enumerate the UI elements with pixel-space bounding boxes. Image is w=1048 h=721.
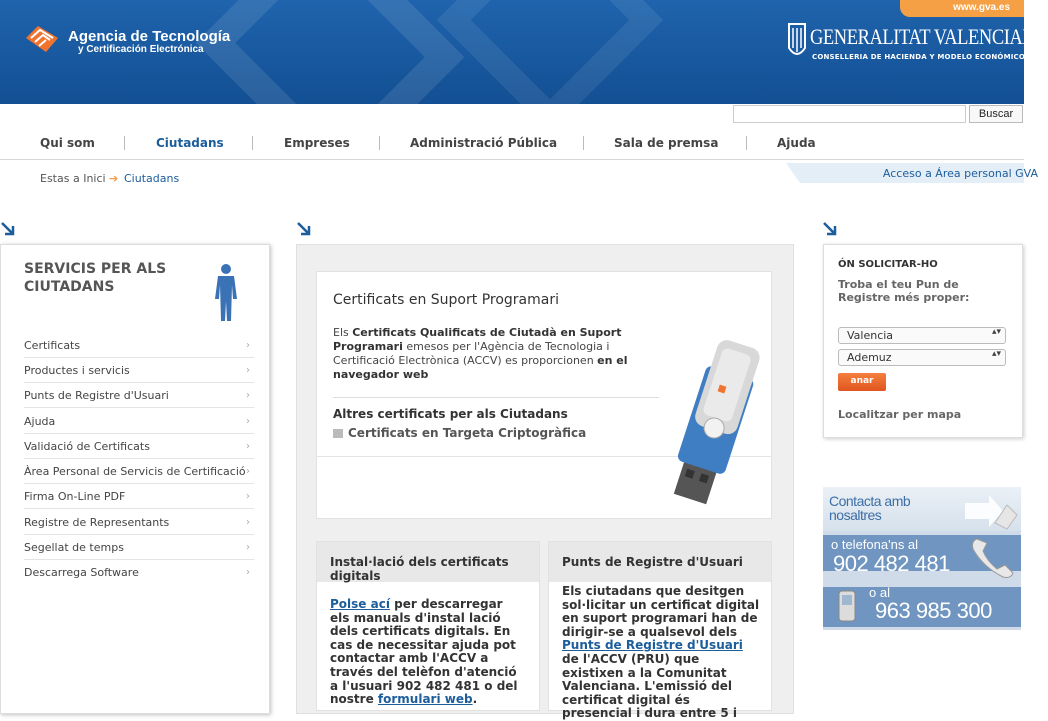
town-select[interactable] [838, 349, 1006, 366]
bullet-icon [333, 429, 343, 438]
punts-text-2: de l'ACCV (PRU) que existixen a la Comunitat Valenciana. L'emissió del certificat digital és presencial i dura entre 5 i [562, 651, 737, 721]
contact-banner[interactable] [823, 487, 1021, 630]
menu-label: Productes i servicis [24, 364, 130, 377]
chevron-right-icon: › [246, 542, 250, 553]
chevron-right-icon: › [246, 466, 250, 477]
cert-title: Certificats en Suport Programari [333, 292, 559, 308]
menu-item-productes[interactable] [24, 358, 254, 383]
contact-title: Contacta amb nosaltres [829, 493, 911, 523]
link-label: Certificats en Targeta Criptogràfica [348, 426, 587, 440]
breadcrumb-current[interactable]: Ciutadans [124, 172, 180, 185]
menu-item-certificats[interactable] [24, 333, 254, 358]
menu-label: Àrea Personal de Servicis de Certificació [24, 465, 246, 478]
updown-icon: ▴▾ [991, 349, 1001, 359]
updown-icon: ▴▾ [991, 327, 1001, 337]
desc-text: Els [333, 326, 353, 339]
other-certs-title: Altres certificats per als Ciutadans [333, 407, 568, 421]
logo-line-1: Agencia de Tecnología [68, 28, 231, 45]
punts-registre-link[interactable]: Punts de Registre d'Usuari [562, 638, 743, 653]
envelope-arrow-icon [963, 493, 1017, 529]
mobile-phone-icon [831, 587, 865, 627]
divider [333, 397, 659, 398]
select-value: Valencia [847, 329, 894, 342]
nav-divider [124, 136, 125, 150]
chevron-right-icon: › [246, 491, 250, 502]
targeta-cripto-link[interactable] [333, 426, 586, 440]
phone-label: o telefona'ns al [831, 537, 919, 552]
nav-divider [379, 136, 380, 150]
services-title: SERVICIS PER ALS CIUTADANS [24, 261, 167, 295]
conselleria-subtitle: CONSELLERIA DE HACIENDA Y MODELO ECONÓMICO [812, 53, 1026, 61]
go-button[interactable]: anar [838, 373, 886, 391]
nav-divider [252, 136, 253, 150]
menu-label: Ajuda [24, 415, 56, 428]
generalitat-title[interactable]: GENERALITAT VALENCIANA [810, 24, 1048, 49]
menu-item-area-personal[interactable] [24, 459, 254, 484]
main-nav [0, 126, 1024, 160]
where-title: ÓN SOLICITAR-HO [838, 259, 938, 270]
map-link[interactable]: Localitzar per mapa [838, 408, 962, 421]
search-input[interactable] [733, 105, 966, 123]
menu-label: Descarrega Software [24, 566, 139, 579]
where-subtitle: Troba el teu Pun de Registre més proper: [838, 278, 970, 304]
chevron-right-icon: › [246, 416, 250, 427]
menu-label: Segellat de temps [24, 541, 124, 554]
search-button[interactable]: Buscar [969, 105, 1023, 123]
install-title: Instal·lació dels certificats digitals [330, 555, 509, 583]
alt-phone-label: o al [869, 585, 890, 600]
punts-title: Punts de Registre d'Usuari [562, 555, 743, 569]
polse-aci-link[interactable]: Polse ací [330, 597, 390, 611]
breadcrumb-home[interactable]: Estas a Inici [40, 172, 106, 185]
desc-text: emesos per l'Agència de Tecnologia i Certificació Electrònica (ACCV) es proporcionen [333, 340, 610, 367]
desc-bold: Certificats Qualificats de Ciutadà en Suport Programari [333, 326, 622, 353]
menu-label: Validació de Certificats [24, 440, 150, 453]
province-select[interactable] [838, 327, 1006, 344]
menu-item-segellat[interactable] [24, 535, 254, 560]
formulari-web-link[interactable]: formulari web [377, 692, 473, 707]
chevron-right-icon: › [246, 567, 250, 578]
desc-bold: en el navegador web [333, 354, 628, 381]
logo-line-2: y Certificación Electrónica [78, 44, 204, 55]
phone-number-2: 963 985 300 [875, 598, 992, 623]
menu-label: Punts de Registre d'Usuari [24, 389, 169, 402]
header-decoration [437, 0, 663, 133]
site-header [0, 0, 1048, 104]
arrow-down-right-icon [296, 221, 312, 237]
arrow-down-right-icon [0, 221, 16, 237]
punts-text-1: Els ciutadans que desitgen sol·licitar un certificat digital en suport programari han de dirigir-se a qualsevol dels [562, 584, 760, 639]
breadcrumb-arrow-icon: ➔ [109, 172, 119, 185]
chevron-right-icon: › [246, 517, 250, 528]
punts-text [562, 585, 760, 721]
nav-administracio-publica[interactable]: Administració Pública [410, 136, 558, 150]
menu-item-descarrega[interactable] [24, 560, 254, 585]
menu-label: Registre de Representants [24, 516, 170, 529]
area-personal-link[interactable]: Acceso a Área personal GVA [882, 167, 1038, 180]
usb-key-image [660, 330, 770, 515]
chevron-right-icon: › [246, 441, 250, 452]
generalitat-shield-icon [786, 22, 808, 62]
gva-link[interactable]: www.gva.es [900, 0, 1024, 17]
chevron-right-icon: › [246, 340, 250, 351]
arrow-down-right-icon [822, 221, 838, 237]
menu-item-registre-representants[interactable] [24, 510, 254, 535]
nav-ciutadans[interactable]: Ciutadans [156, 136, 224, 150]
phone-number-1: 902 482 481 [833, 551, 950, 576]
install-text-2: . [472, 692, 478, 707]
menu-item-validacio[interactable] [24, 434, 254, 459]
accv-logo-icon[interactable] [22, 24, 60, 54]
menu-item-ajuda[interactable] [24, 409, 254, 434]
nav-divider [746, 136, 747, 150]
menu-item-firma-online[interactable] [24, 484, 254, 509]
nav-empreses[interactable]: Empreses [284, 136, 350, 150]
nav-ajuda[interactable]: Ajuda [777, 136, 816, 150]
menu-item-punts-registre[interactable] [24, 383, 254, 408]
chevron-right-icon: › [246, 365, 250, 376]
agency-name[interactable] [68, 28, 230, 55]
nav-qui-som[interactable]: Qui som [40, 136, 95, 150]
select-value: Ademuz [847, 351, 892, 364]
install-text [330, 598, 526, 707]
person-icon [212, 263, 240, 323]
menu-label: Certificats [24, 339, 81, 352]
cert-description [333, 326, 643, 382]
nav-divider [583, 136, 584, 150]
chevron-right-icon: › [246, 390, 250, 401]
telephone-icon [969, 533, 1019, 581]
install-text-1: per descarregar els manuals d'instal lació dels certificats digitals. En cas de necessitar ajuda pot contactar amb l'ACCV a través del telèfon d'atenció a l'usuari 902 482 481 o del nostre [330, 597, 518, 707]
menu-label: Firma On-Line PDF [24, 490, 126, 503]
nav-sala-de-premsa[interactable]: Sala de premsa [614, 136, 719, 150]
